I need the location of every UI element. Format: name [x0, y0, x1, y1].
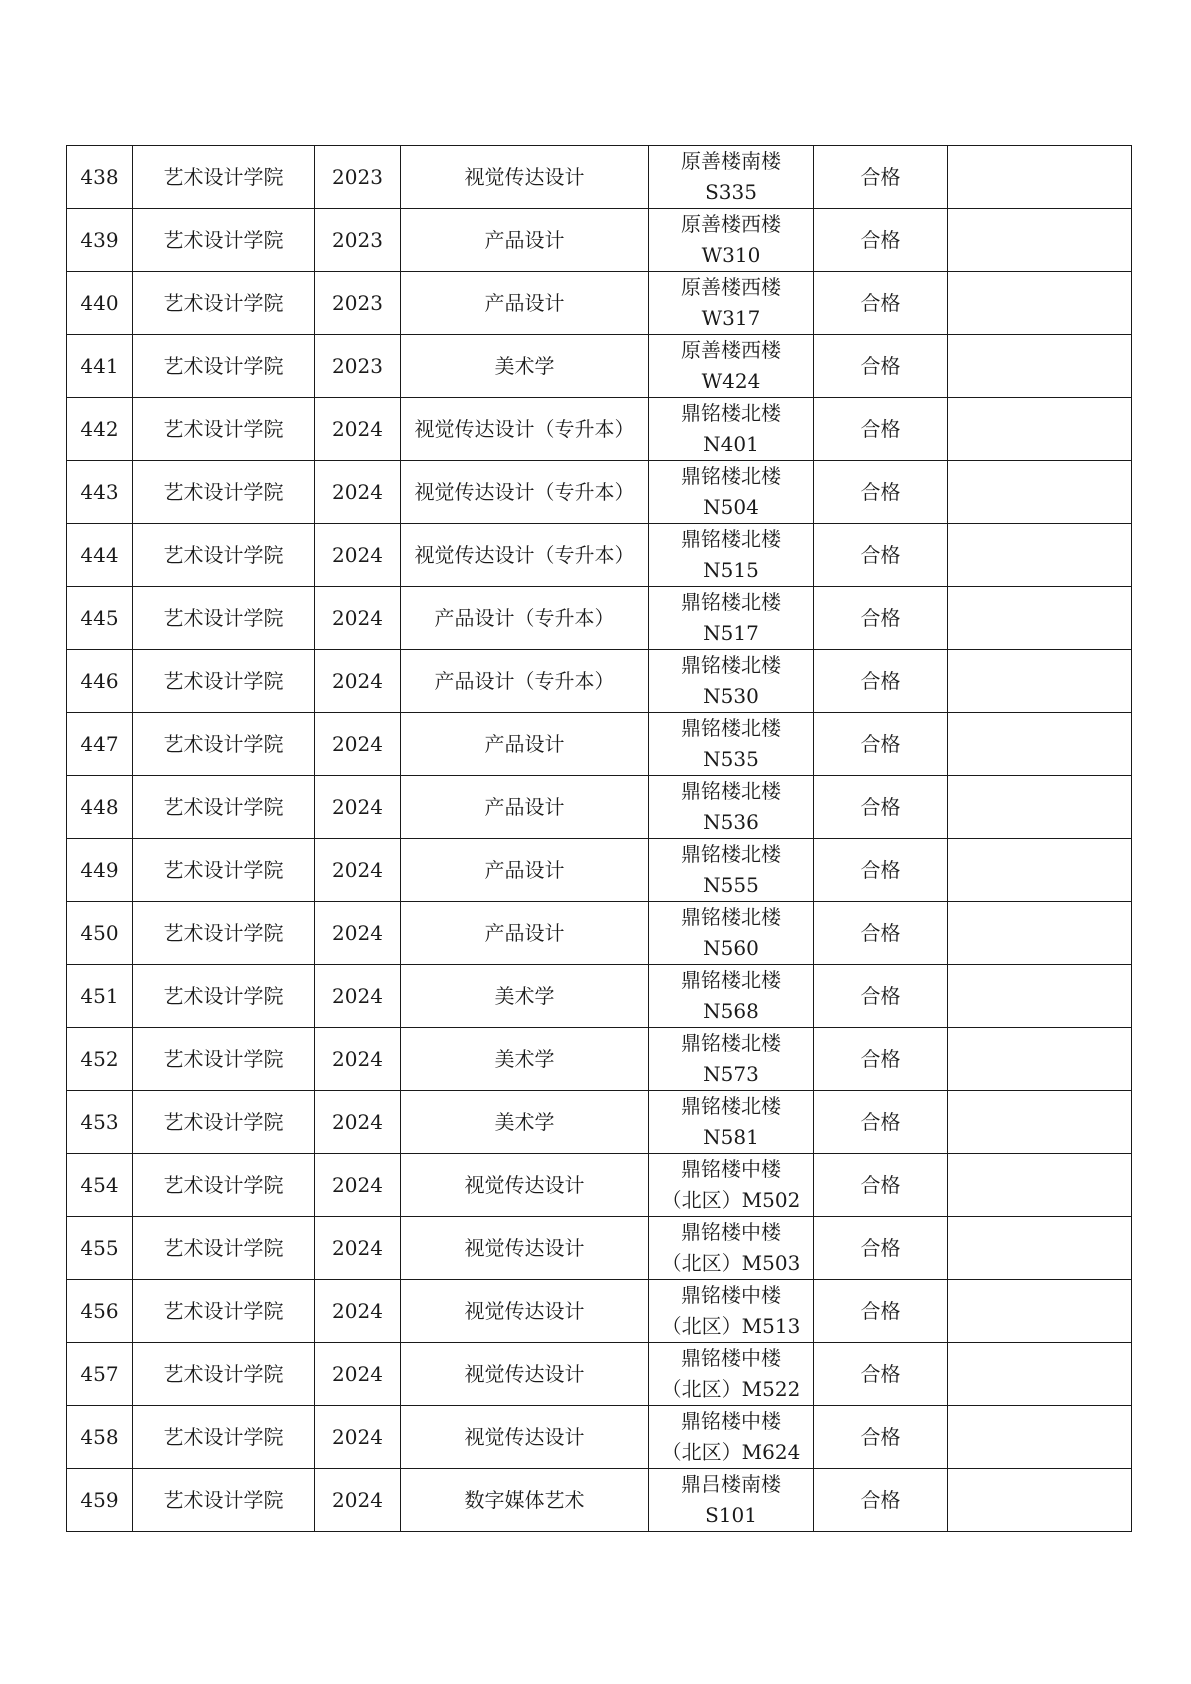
room-number: N581	[703, 1125, 759, 1149]
note-cell	[948, 713, 1132, 776]
table-row	[67, 839, 1132, 902]
college-cell: 艺术设计学院	[133, 1091, 315, 1154]
room-number: （北区）M624	[661, 1440, 801, 1464]
result-cell: 合格	[814, 1280, 948, 1343]
location-cell	[649, 587, 814, 650]
note-cell	[948, 839, 1132, 902]
room-number: N530	[703, 684, 759, 708]
year-cell: 2024	[315, 965, 401, 1028]
location-cell	[649, 398, 814, 461]
location-cell	[649, 1028, 814, 1091]
building-name: 鼎铭楼北楼	[681, 779, 781, 803]
location-cell	[649, 839, 814, 902]
location-cell	[649, 1217, 814, 1280]
room-number: N536	[703, 810, 759, 834]
note-cell	[948, 146, 1132, 209]
row-number-cell: 438	[67, 146, 133, 209]
college-cell: 艺术设计学院	[133, 1343, 315, 1406]
note-cell	[948, 1343, 1132, 1406]
college-cell: 艺术设计学院	[133, 272, 315, 335]
year-cell: 2024	[315, 1091, 401, 1154]
major-cell: 视觉传达设计	[401, 1343, 649, 1406]
table-row	[67, 1091, 1132, 1154]
result-cell: 合格	[814, 272, 948, 335]
table-row	[67, 1280, 1132, 1343]
note-cell	[948, 1217, 1132, 1280]
college-cell: 艺术设计学院	[133, 902, 315, 965]
major-cell: 数字媒体艺术	[401, 1469, 649, 1532]
note-cell	[948, 398, 1132, 461]
major-cell: 视觉传达设计	[401, 1406, 649, 1469]
result-cell: 合格	[814, 1154, 948, 1217]
note-cell	[948, 1406, 1132, 1469]
year-cell: 2024	[315, 1280, 401, 1343]
location-cell	[649, 461, 814, 524]
row-number-cell: 459	[67, 1469, 133, 1532]
building-name: 鼎铭楼中楼	[681, 1157, 781, 1181]
result-cell: 合格	[814, 587, 948, 650]
result-cell: 合格	[814, 965, 948, 1028]
college-cell: 艺术设计学院	[133, 1217, 315, 1280]
room-number: （北区）M513	[661, 1314, 801, 1338]
room-number: N515	[703, 558, 759, 582]
result-cell: 合格	[814, 1217, 948, 1280]
location-cell	[649, 146, 814, 209]
year-cell: 2024	[315, 461, 401, 524]
year-cell: 2024	[315, 1469, 401, 1532]
room-number: N573	[703, 1062, 759, 1086]
year-cell: 2024	[315, 524, 401, 587]
college-cell: 艺术设计学院	[133, 650, 315, 713]
major-cell: 产品设计	[401, 902, 649, 965]
table-row	[67, 902, 1132, 965]
room-number: N517	[703, 621, 759, 645]
note-cell	[948, 1280, 1132, 1343]
college-cell: 艺术设计学院	[133, 1469, 315, 1532]
major-cell: 视觉传达设计（专升本）	[401, 524, 649, 587]
result-cell: 合格	[814, 1469, 948, 1532]
location-cell	[649, 1343, 814, 1406]
result-cell: 合格	[814, 209, 948, 272]
note-cell	[948, 524, 1132, 587]
row-number-cell: 455	[67, 1217, 133, 1280]
room-number: W317	[701, 306, 761, 330]
table-body	[67, 146, 1132, 1532]
result-cell: 合格	[814, 1343, 948, 1406]
location-cell	[649, 650, 814, 713]
row-number-cell: 456	[67, 1280, 133, 1343]
room-number: W310	[701, 243, 761, 267]
college-cell: 艺术设计学院	[133, 461, 315, 524]
building-name: 原善楼西楼	[681, 212, 781, 236]
table-row	[67, 587, 1132, 650]
table-row	[67, 713, 1132, 776]
table-row	[67, 1406, 1132, 1469]
year-cell: 2024	[315, 650, 401, 713]
year-cell: 2023	[315, 272, 401, 335]
building-name: 鼎铭楼北楼	[681, 968, 781, 992]
major-cell: 美术学	[401, 1091, 649, 1154]
note-cell	[948, 461, 1132, 524]
building-name: 鼎铭楼中楼	[681, 1220, 781, 1244]
major-cell: 视觉传达设计（专升本）	[401, 398, 649, 461]
location-cell	[649, 1280, 814, 1343]
college-cell: 艺术设计学院	[133, 335, 315, 398]
location-cell	[649, 965, 814, 1028]
room-number: N401	[703, 432, 759, 456]
location-cell	[649, 1406, 814, 1469]
result-cell: 合格	[814, 1091, 948, 1154]
note-cell	[948, 776, 1132, 839]
row-number-cell: 443	[67, 461, 133, 524]
room-number: N504	[703, 495, 759, 519]
major-cell: 产品设计	[401, 839, 649, 902]
year-cell: 2024	[315, 713, 401, 776]
note-cell	[948, 902, 1132, 965]
building-name: 鼎铭楼北楼	[681, 464, 781, 488]
major-cell: 美术学	[401, 1028, 649, 1091]
table-row	[67, 1028, 1132, 1091]
year-cell: 2023	[315, 146, 401, 209]
year-cell: 2023	[315, 335, 401, 398]
table-row	[67, 209, 1132, 272]
result-cell: 合格	[814, 839, 948, 902]
row-number-cell: 446	[67, 650, 133, 713]
building-name: 鼎铭楼北楼	[681, 1094, 781, 1118]
result-cell: 合格	[814, 902, 948, 965]
building-name: 鼎铭楼中楼	[681, 1283, 781, 1307]
location-cell	[649, 1469, 814, 1532]
row-number-cell: 458	[67, 1406, 133, 1469]
note-cell	[948, 1154, 1132, 1217]
major-cell: 视觉传达设计（专升本）	[401, 461, 649, 524]
row-number-cell: 452	[67, 1028, 133, 1091]
table-row	[67, 335, 1132, 398]
college-cell: 艺术设计学院	[133, 776, 315, 839]
location-cell	[649, 713, 814, 776]
room-number: W424	[701, 369, 761, 393]
table-row	[67, 398, 1132, 461]
year-cell: 2023	[315, 209, 401, 272]
room-number: S101	[705, 1503, 757, 1527]
row-number-cell: 440	[67, 272, 133, 335]
room-number: （北区）M503	[661, 1251, 801, 1275]
major-cell: 产品设计（专升本）	[401, 587, 649, 650]
building-name: 原善楼西楼	[681, 338, 781, 362]
table-row	[67, 1343, 1132, 1406]
location-cell	[649, 524, 814, 587]
college-cell: 艺术设计学院	[133, 713, 315, 776]
college-cell: 艺术设计学院	[133, 1406, 315, 1469]
row-number-cell: 445	[67, 587, 133, 650]
room-number: N535	[703, 747, 759, 771]
table-row	[67, 1154, 1132, 1217]
college-cell: 艺术设计学院	[133, 1280, 315, 1343]
row-number-cell: 448	[67, 776, 133, 839]
location-cell	[649, 335, 814, 398]
room-number: （北区）M502	[661, 1188, 801, 1212]
building-name: 鼎吕楼南楼	[681, 1472, 781, 1496]
major-cell: 美术学	[401, 965, 649, 1028]
building-name: 鼎铭楼北楼	[681, 653, 781, 677]
table-row	[67, 965, 1132, 1028]
row-number-cell: 454	[67, 1154, 133, 1217]
table-row	[67, 1217, 1132, 1280]
note-cell	[948, 335, 1132, 398]
year-cell: 2024	[315, 776, 401, 839]
row-number-cell: 453	[67, 1091, 133, 1154]
result-cell: 合格	[814, 776, 948, 839]
location-cell	[649, 209, 814, 272]
major-cell: 视觉传达设计	[401, 1154, 649, 1217]
location-cell	[649, 1154, 814, 1217]
major-cell: 美术学	[401, 335, 649, 398]
location-cell	[649, 272, 814, 335]
building-name: 鼎铭楼北楼	[681, 716, 781, 740]
major-cell: 产品设计	[401, 209, 649, 272]
table-row	[67, 146, 1132, 209]
location-cell	[649, 902, 814, 965]
row-number-cell: 457	[67, 1343, 133, 1406]
note-cell	[948, 1028, 1132, 1091]
table-row	[67, 776, 1132, 839]
major-cell: 视觉传达设计	[401, 146, 649, 209]
row-number-cell: 442	[67, 398, 133, 461]
college-cell: 艺术设计学院	[133, 965, 315, 1028]
table-row	[67, 272, 1132, 335]
building-name: 鼎铭楼北楼	[681, 1031, 781, 1055]
major-cell: 产品设计	[401, 272, 649, 335]
year-cell: 2024	[315, 1406, 401, 1469]
college-cell: 艺术设计学院	[133, 209, 315, 272]
table-row	[67, 650, 1132, 713]
result-cell: 合格	[814, 461, 948, 524]
room-number: N568	[703, 999, 759, 1023]
building-name: 原善楼南楼	[681, 149, 781, 173]
building-name: 鼎铭楼北楼	[681, 590, 781, 614]
result-cell: 合格	[814, 146, 948, 209]
building-name: 鼎铭楼中楼	[681, 1409, 781, 1433]
building-name: 鼎铭楼北楼	[681, 401, 781, 425]
note-cell	[948, 587, 1132, 650]
year-cell: 2024	[315, 398, 401, 461]
year-cell: 2024	[315, 902, 401, 965]
building-name: 原善楼西楼	[681, 275, 781, 299]
note-cell	[948, 965, 1132, 1028]
table-row	[67, 524, 1132, 587]
college-cell: 艺术设计学院	[133, 398, 315, 461]
result-cell: 合格	[814, 335, 948, 398]
room-number: S335	[705, 180, 757, 204]
row-number-cell: 444	[67, 524, 133, 587]
college-cell: 艺术设计学院	[133, 839, 315, 902]
year-cell: 2024	[315, 1154, 401, 1217]
location-cell	[649, 776, 814, 839]
room-number: N560	[703, 936, 759, 960]
major-cell: 产品设计	[401, 776, 649, 839]
major-cell: 视觉传达设计	[401, 1280, 649, 1343]
result-cell: 合格	[814, 713, 948, 776]
note-cell	[948, 1469, 1132, 1532]
room-number: N555	[703, 873, 759, 897]
note-cell	[948, 650, 1132, 713]
table-row	[67, 461, 1132, 524]
note-cell	[948, 209, 1132, 272]
result-cell: 合格	[814, 398, 948, 461]
college-cell: 艺术设计学院	[133, 1028, 315, 1091]
row-number-cell: 450	[67, 902, 133, 965]
note-cell	[948, 272, 1132, 335]
college-cell: 艺术设计学院	[133, 146, 315, 209]
note-cell	[948, 1091, 1132, 1154]
inspection-results-table	[66, 145, 1132, 1532]
location-cell	[649, 1091, 814, 1154]
row-number-cell: 441	[67, 335, 133, 398]
year-cell: 2024	[315, 1343, 401, 1406]
row-number-cell: 451	[67, 965, 133, 1028]
row-number-cell: 449	[67, 839, 133, 902]
major-cell: 视觉传达设计	[401, 1217, 649, 1280]
year-cell: 2024	[315, 1217, 401, 1280]
year-cell: 2024	[315, 587, 401, 650]
year-cell: 2024	[315, 1028, 401, 1091]
year-cell: 2024	[315, 839, 401, 902]
table-row	[67, 1469, 1132, 1532]
result-cell: 合格	[814, 1406, 948, 1469]
building-name: 鼎铭楼北楼	[681, 905, 781, 929]
result-cell: 合格	[814, 650, 948, 713]
college-cell: 艺术设计学院	[133, 587, 315, 650]
row-number-cell: 439	[67, 209, 133, 272]
major-cell: 产品设计	[401, 713, 649, 776]
college-cell: 艺术设计学院	[133, 524, 315, 587]
row-number-cell: 447	[67, 713, 133, 776]
major-cell: 产品设计（专升本）	[401, 650, 649, 713]
college-cell: 艺术设计学院	[133, 1154, 315, 1217]
building-name: 鼎铭楼北楼	[681, 842, 781, 866]
result-cell: 合格	[814, 1028, 948, 1091]
room-number: （北区）M522	[661, 1377, 801, 1401]
building-name: 鼎铭楼北楼	[681, 527, 781, 551]
building-name: 鼎铭楼中楼	[681, 1346, 781, 1370]
result-cell: 合格	[814, 524, 948, 587]
